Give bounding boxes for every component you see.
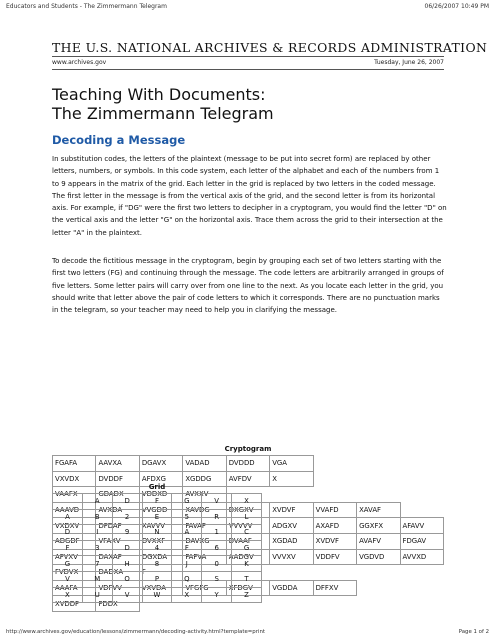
grid-column-header: G	[172, 494, 202, 510]
cryptogram-cell: F	[139, 565, 182, 581]
cryptogram-cell: XAVDG	[183, 502, 226, 518]
print-header-title: Educators and Students - The Zimmermann Telegram	[6, 3, 167, 10]
grid-cell: 5	[172, 509, 202, 525]
grid-cell: X	[172, 587, 202, 603]
cryptogram-row	[53, 456, 444, 472]
intro-paragraph: In substitution codes, the letters of the plaintext (message to be put into secret form) are replaced by other letters, numbers, or symbols. In this code system, each letter of the alphabet and each of the numbers from 1 to 9 appears in the matrix of the grid. Each letter in the grid is replaced by two letters in the coded message. The first letter in the message is from the vertical axis of the grid, and the second letter is from its horizontal axis. For example, if "DG" were the first two letters to decipher in a cryptogram, you would find the letter "D" on the vertical axis and the letter "G" on the horizontal axis. Trace them across the grid to their intersection at the letter "A" in the plaintext.	[52, 155, 447, 237]
grid-row	[53, 509, 262, 525]
grid-cell: P	[142, 571, 172, 587]
print-header-timestamp: 06/26/2007 10:49 PM	[424, 3, 489, 10]
instructions-paragraph: To decode the fictitious message in the cryptogram, begin by grouping each set of two letters starting with the first two letters (FG) and continuing through the message. The code letters are arbitrarily arranged in groups of five letters. Some letter pairs will carry over from one line to the next. As you locate each letter in the grid, you should write that letter above the pair of code letters to which it corresponds. There are no punctuation marks in the telegram, so your teacher may need to help you in clarifying the message.	[52, 257, 444, 315]
grid-cell: 6	[202, 540, 232, 556]
site-url-link[interactable]: www.archives.gov	[52, 59, 107, 66]
cryptogram-cell: DADXA	[96, 565, 139, 581]
grid-cell: 7	[82, 556, 112, 572]
cryptogram-cell: XGDAD	[270, 533, 313, 549]
grid-cell: B	[82, 509, 112, 525]
cryptogram-cell: DGAVX	[139, 456, 182, 472]
cryptogram-cell: VXVDX	[53, 471, 96, 487]
cryptogram-empty-cell	[357, 580, 444, 596]
grid-cell: Z	[232, 587, 262, 603]
grid-cell: A	[172, 525, 202, 541]
cryptogram-cell: VFGFG	[183, 580, 226, 596]
grid-cell: R	[202, 509, 232, 525]
grid-cell: S	[202, 571, 232, 587]
cryptogram-cell: AFDXG	[139, 471, 182, 487]
grid-row	[53, 556, 262, 572]
grid-cell: U	[82, 587, 112, 603]
grid-cell: 2	[112, 509, 142, 525]
page-title-line1: Teaching With Documents:	[52, 85, 266, 104]
cryptogram-cell: GDADX	[96, 487, 139, 503]
cryptogram-cell: VDDXD	[139, 487, 182, 503]
grid-row	[53, 540, 262, 556]
cryptogram-cell: XGDDG	[183, 471, 226, 487]
cryptogram-cell: FDDX	[96, 596, 139, 612]
cryptogram-cell: AFVXV	[53, 549, 96, 565]
cryptogram-cell: VXVDA	[139, 580, 182, 596]
grid-cell: G	[232, 540, 262, 556]
cryptogram-cell: DXGXV	[226, 502, 269, 518]
header-divider	[52, 56, 444, 57]
grid-column-header	[53, 494, 83, 510]
cryptogram-cell: XAVAF	[357, 502, 400, 518]
grid-row	[53, 525, 262, 541]
cryptogram-cell: AAVXA	[96, 456, 139, 472]
cryptogram-cell: X	[270, 471, 313, 487]
grid-cell: T	[232, 571, 262, 587]
grid-row-header: G	[53, 556, 83, 572]
cryptogram-cell: DAXAF	[96, 549, 139, 565]
grid-column-header: X	[232, 494, 262, 510]
print-footer	[6, 629, 489, 635]
grid-cell: Q	[172, 571, 202, 587]
grid-cell: L	[232, 509, 262, 525]
cryptogram-cell: VGA	[270, 456, 313, 472]
subheader-divider	[52, 69, 444, 70]
grid-cell: 3	[82, 540, 112, 556]
cryptogram-cell: DVDDD	[226, 456, 269, 472]
grid-cell: N	[142, 525, 172, 541]
cryptogram-cell: XVDVF	[313, 533, 356, 549]
cryptogram-cell: AAAFA	[53, 580, 96, 596]
cryptogram-cell: VAAFX	[53, 487, 96, 503]
grid-row-header: F	[53, 540, 83, 556]
page-url: http://www.archives.gov/education/lessons/zimmermann/decoding-activity.html?template=print	[6, 629, 265, 635]
cryptogram-cell: VDDFV	[313, 549, 356, 565]
cryptogram-cell: AXAFD	[313, 518, 356, 534]
cryptogram-cell: FAVAF	[183, 518, 226, 534]
cryptogram-cell: VGDDA	[270, 580, 313, 596]
cryptogram-cell: AVAFV	[357, 533, 400, 549]
grid-row	[53, 571, 262, 587]
cryptogram-cell: DAVXG	[183, 533, 226, 549]
grid-column-header: V	[202, 494, 232, 510]
grid-row-header: V	[53, 571, 83, 587]
cryptogram-cell: AVXXV	[183, 487, 226, 503]
grid-cell: 4	[142, 540, 172, 556]
cryptogram-cell: DGXDA	[139, 549, 182, 565]
cryptogram-cell: XFDGV	[226, 580, 269, 596]
grid-row-header: D	[53, 525, 83, 541]
cryptogram-cell: VVGDD	[139, 502, 182, 518]
cryptogram-cell: FDGAV	[400, 533, 444, 549]
cryptogram-cell: AADGV	[226, 549, 269, 565]
cryptogram-cell: FVDVX	[53, 565, 96, 581]
cryptogram-cell: AVXDA	[96, 502, 139, 518]
cryptogram-cell: FAFVA	[183, 549, 226, 565]
cryptogram-cell: DVDDF	[96, 471, 139, 487]
cryptogram-cell: DVXXF	[139, 533, 182, 549]
grid-cell: 9	[112, 525, 142, 541]
cryptogram-cell: VFAXV	[96, 533, 139, 549]
page-title	[52, 85, 274, 123]
cryptogram-cell: VDFVV	[96, 580, 139, 596]
cryptogram-cell: DFFXV	[313, 580, 356, 596]
grid-cell: F	[172, 540, 202, 556]
cryptogram-empty-cell	[313, 456, 443, 472]
grid-cell: Y	[202, 587, 232, 603]
grid-cell: H	[112, 556, 142, 572]
cryptogram-cell: AVFDV	[226, 471, 269, 487]
grid-cell: I	[82, 525, 112, 541]
site-title: THE U.S. NATIONAL ARCHIVES & RECORDS ADMINISTRATION	[52, 40, 488, 55]
decoding-grid-table	[52, 481, 262, 603]
grid-cell: V	[112, 587, 142, 603]
grid-row-header: A	[53, 509, 83, 525]
grid-cell: C	[232, 525, 262, 541]
grid-cell: M	[82, 571, 112, 587]
site-date: Tuesday, June 26, 2007	[374, 59, 444, 66]
grid-column-header: A	[82, 494, 112, 510]
cryptogram-cell: VVAFD	[313, 502, 356, 518]
cryptogram-empty-cell	[313, 471, 443, 487]
cryptogram-cell: VVVXV	[270, 549, 313, 565]
grid-row-header: X	[53, 587, 83, 603]
grid-column-header: F	[142, 494, 172, 510]
grid-cell: D	[112, 540, 142, 556]
print-header	[6, 3, 489, 10]
cryptogram-cell: XVDDF	[53, 596, 96, 612]
site-info-row	[52, 59, 444, 66]
cryptogram-cell: DFDAF	[96, 518, 139, 534]
cryptogram-cell: ADGXV	[270, 518, 313, 534]
cryptogram-cell: VGDVD	[357, 549, 400, 565]
grid-cell: 0	[202, 556, 232, 572]
cryptogram-cell: FGAFA	[53, 456, 96, 472]
cryptogram-cell: GGXFX	[357, 518, 400, 534]
cryptogram-cell: AFAVV	[400, 518, 444, 534]
grid-cell: K	[232, 556, 262, 572]
grid-row	[53, 587, 262, 603]
grid-cell: E	[142, 509, 172, 525]
cryptogram-cell: AAAVD	[53, 502, 96, 518]
grid-column-header: D	[112, 494, 142, 510]
grid-cell: O	[112, 571, 142, 587]
section-title: Decoding a Message	[52, 133, 186, 147]
cryptogram-cell: XAVVV	[139, 518, 182, 534]
cryptogram-cell: XVDVF	[270, 502, 313, 518]
page-number: Page 1 of 2	[458, 629, 489, 635]
grid-cell: 1	[202, 525, 232, 541]
cryptogram-empty-cell	[400, 502, 444, 518]
cryptogram-cell: AVVXD	[400, 549, 444, 565]
cryptogram-caption: Cryptogram	[224, 445, 272, 453]
grid-cell: J	[172, 556, 202, 572]
grid-header-row	[53, 494, 262, 510]
grid-cell: 8	[142, 556, 172, 572]
cryptogram-cell: ADGDF	[53, 533, 96, 549]
cryptogram-cell: VVVVV	[226, 518, 269, 534]
page-title-line2: The Zimmermann Telegram	[52, 104, 274, 123]
cryptogram-cell: VXDXV	[53, 518, 96, 534]
grid-caption: Grid	[148, 483, 166, 491]
grid-cell: W	[142, 587, 172, 603]
cryptogram-cell: VADAD	[183, 456, 226, 472]
cryptogram-cell: DVAAF	[226, 533, 269, 549]
